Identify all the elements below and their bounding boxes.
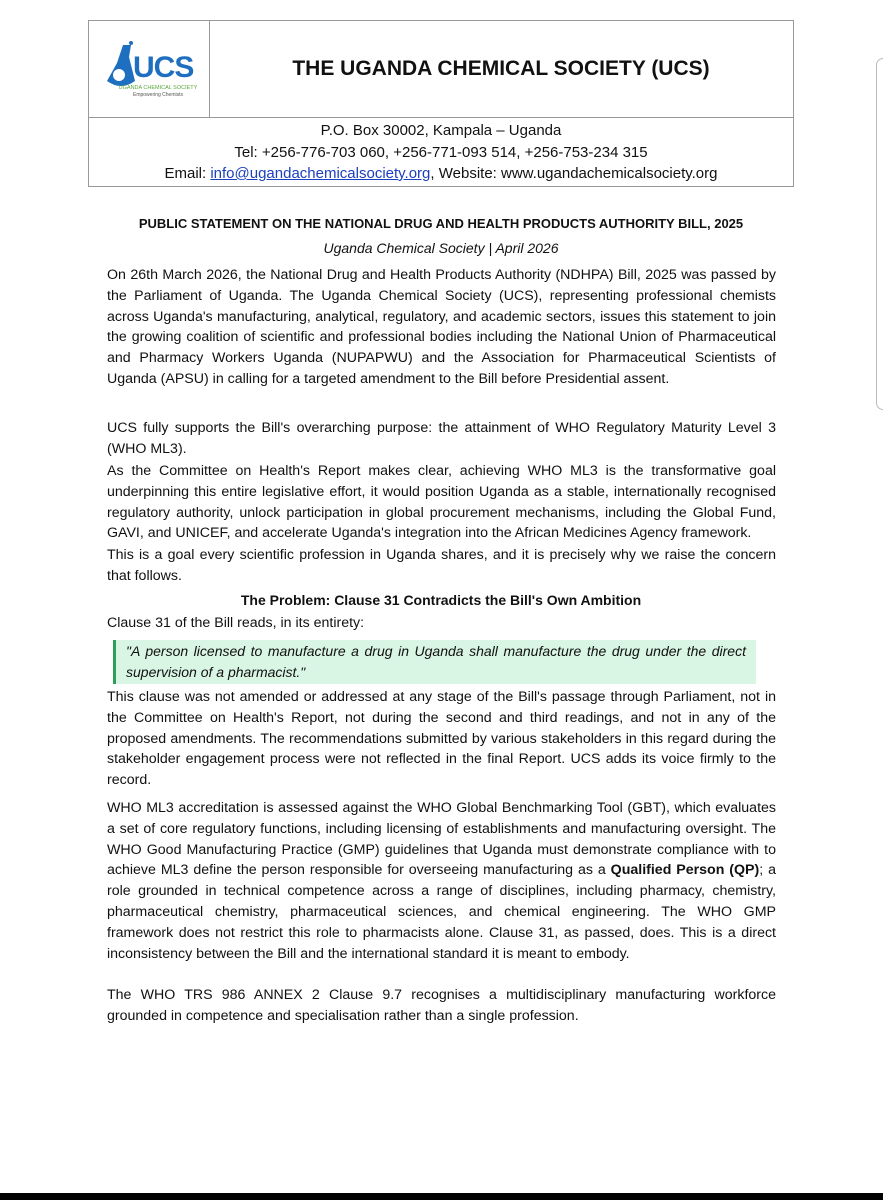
paragraph-trs xyxy=(107,985,776,1027)
email-label: Email: xyxy=(164,165,211,182)
scrollbar[interactable] xyxy=(876,58,883,410)
paragraph-text: This clause was not amended or addressed at any stage of the Bill's passage through Parliament, not in the Committee on Health's Report, not during the second and third readings, and not in any of the proposed amendments. The recommendations submitted by various stakeholders in this regard during the stakeholder engagement process were not reflected in the final Report. UCS adds its voice firmly to the record. xyxy=(107,689,776,789)
paragraph-text: Clause 31 of the Bill reads, in its entirety: xyxy=(107,615,365,631)
logo-cell xyxy=(89,21,210,117)
paragraph-gbt xyxy=(107,798,776,964)
logo-text: UCS xyxy=(133,51,194,84)
contact-info xyxy=(89,117,793,186)
paragraph-ml3 xyxy=(107,461,776,544)
telephone: Tel: +256-776-703 060, +256-771-093 514, +256-753-234 315 xyxy=(234,143,648,161)
paragraph-text xyxy=(107,798,776,964)
ucs-logo xyxy=(99,35,199,105)
paragraph-text: As the Committee on Health's Report makes clear, achieving WHO ML3 is the transformative goal underpinning this entire legislative effort, it would position Uganda as a stable, internationally recognised regulatory authority, unlock participation in global procurement mechanisms, including the Global Fund, GAVI, and UNICEF, and accelerate Uganda's integration into the African Medicines Agency framework. xyxy=(107,463,776,542)
paragraph-text: On 26th March 2026, the National Drug and Health Products Authority (NDHPA) Bill, 2025 was passed by the Parliament of Uganda. The Uganda Chemical Society (UCS), representing professional chemists across Uganda's manufacturing, analytical, regulatory, and academic sectors, issues this statement to join the growing coalition of scientific and professional bodies including the National Union of Pharmaceutical and Pharmacy Workers Uganda (NUPAPWU) and the Association for Pharmaceutical Scientists of Uganda (APSU) in calling for a targeted amendment to the Bill before Presidential assent. xyxy=(107,267,776,387)
document-title: PUBLIC STATEMENT ON THE NATIONAL DRUG AND HEALTH PRODUCTS AUTHORITY BILL, 2025 xyxy=(138,216,744,231)
clause-quote: "A person licensed to manufacture a drug in Uganda shall manufacture the drug under the direct supervision of a pharmacist." xyxy=(113,640,756,684)
bottom-bar xyxy=(0,1193,883,1200)
paragraph-text: UCS fully supports the Bill's overarching purpose: the attainment of WHO Regulatory Maturity Level 3 (WHO ML3). xyxy=(107,420,776,457)
paragraph-text: The WHO TRS 986 ANNEX 2 Clause 9.7 recognises a multidisciplinary manufacturing workforce grounded in competence and specialisation rather than a single profession. xyxy=(107,987,776,1024)
paragraph-intro xyxy=(107,265,776,390)
letterhead xyxy=(88,20,794,187)
logo-tagline: Empowering Chemists xyxy=(132,92,184,98)
paragraph-clause xyxy=(107,613,776,634)
paragraph-support xyxy=(107,418,776,460)
org-name: THE UGANDA CHEMICAL SOCIETY (UCS) xyxy=(292,57,710,80)
paragraph-goal xyxy=(107,545,776,587)
address: P.O. Box 30002, Kampala – Uganda xyxy=(320,122,562,139)
qualified-person-term: Qualified Person (QP) xyxy=(610,862,760,879)
website: , Website: www.ugandachemicalsociety.org xyxy=(430,165,718,182)
section-heading: The Problem: Clause 31 Contradicts the Bill's Own Ambition xyxy=(240,592,642,608)
text-run: WHO ML3 accreditation is assessed against the WHO Global Benchmarking Tool (GBT), which evaluates a set of core regulatory functions, including licensing of establishments and manufacturing oversight. The WHO Good Manufacturing Practice (GMP) guidelines that Uganda must demonstrate compliance with to achieve ML3 define the person responsible for overseeing manufacturing as a xyxy=(107,800,776,879)
email-link[interactable]: info@ugandachemicalsociety.org xyxy=(210,165,431,182)
document-subtitle: Uganda Chemical Society | April 2026 xyxy=(323,240,559,256)
logo-subtitle: UGANDA CHEMICAL SOCIETY xyxy=(118,85,198,91)
paragraph-not-amended xyxy=(107,687,776,791)
email-website-line xyxy=(89,163,793,185)
text-run: ; a role grounded in technical competence across a range of disciplines, including pharmacy, chemistry, pharmaceutical chemistry, pharmaceutical sciences, and chemical engineering. The WHO GMP framework does not restrict this role to pharmacists alone. Clause 31, as passed, does. This is a direct inconsistency between the Bill and the international standard it is meant to embody. xyxy=(107,862,776,962)
paragraph-text: This is a goal every scientific profession in Uganda shares, and it is precisely why we raise the concern that follows. xyxy=(107,547,776,584)
